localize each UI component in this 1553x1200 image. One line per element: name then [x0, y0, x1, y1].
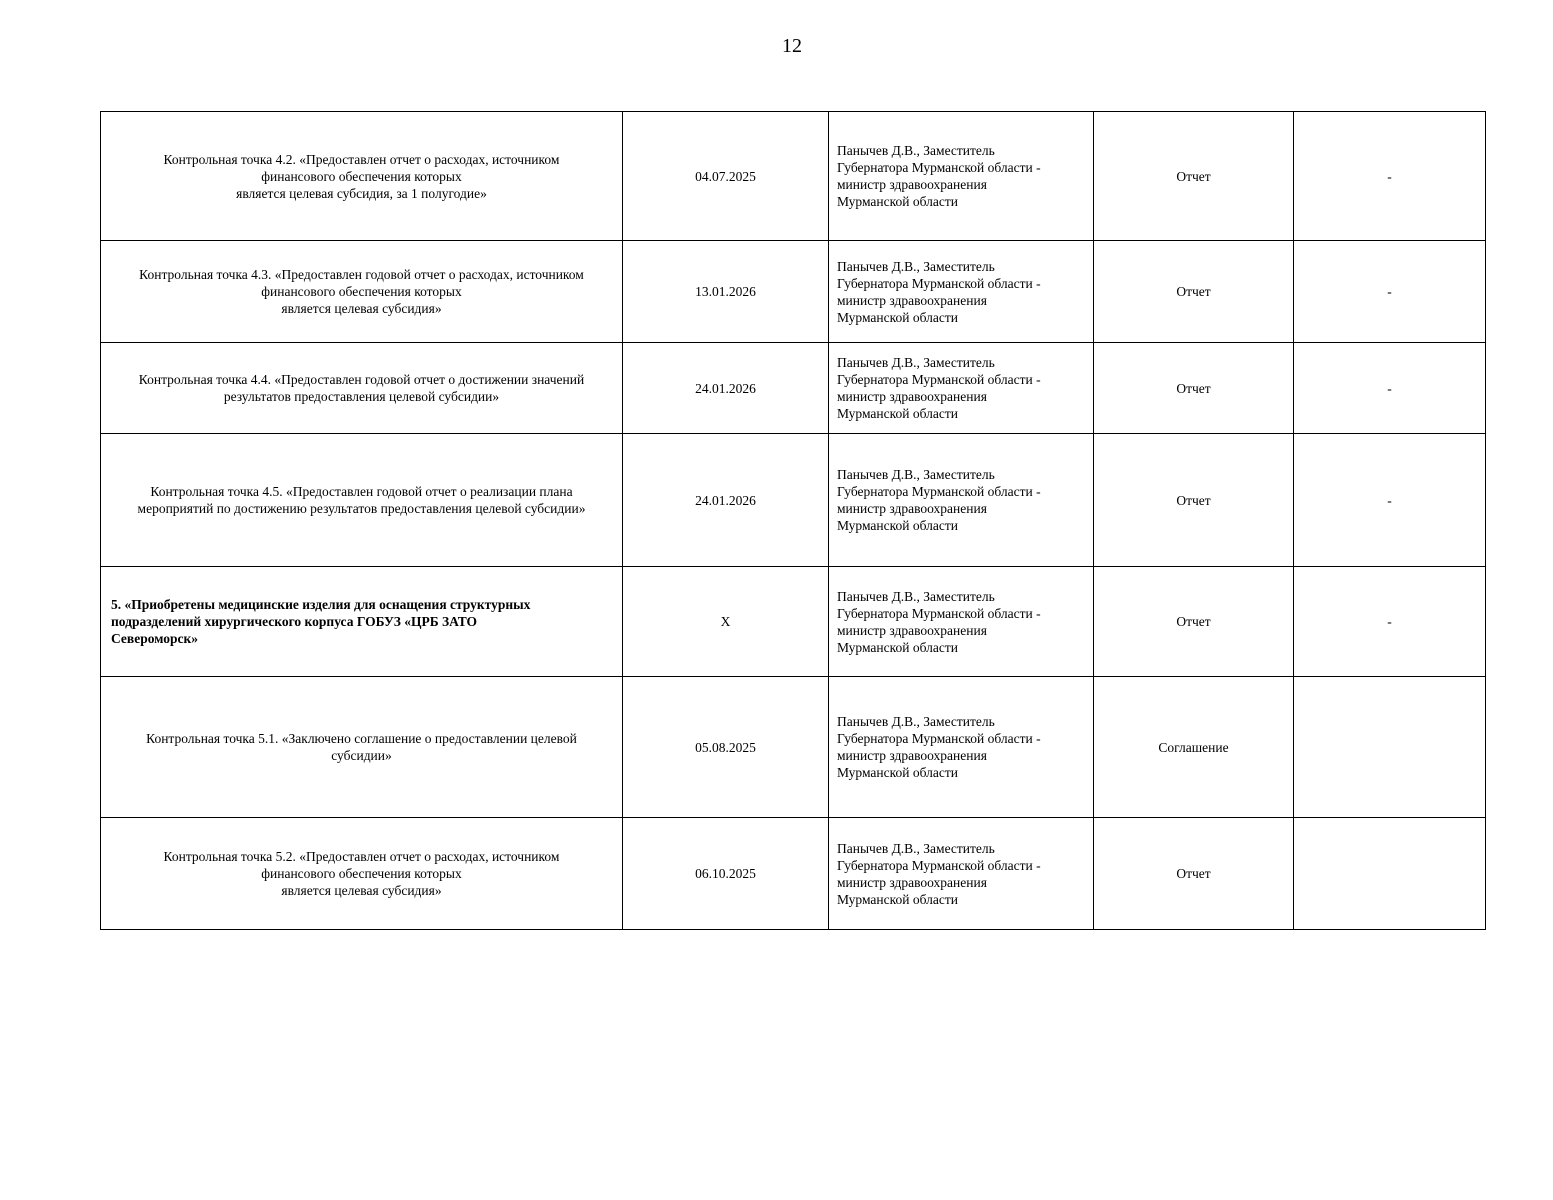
table-row [101, 567, 1486, 677]
task-cell: Контрольная точка 5.2. «Предоставлен отчет о расходах, источником финансового обеспечения которых является целевая субсидия» [101, 818, 623, 930]
date-cell: 24.01.2026 [623, 434, 829, 567]
date-cell: X [623, 567, 829, 677]
date-cell: 05.08.2025 [623, 677, 829, 818]
date-cell: 24.01.2026 [623, 343, 829, 434]
task-cell: 5. «Приобретены медицинские изделия для оснащения структурных подразделений хирургического корпуса ГОБУЗ «ЦРБ ЗАТО Североморск» [101, 567, 623, 677]
responsible-cell: Панычев Д.В., Заместитель Губернатора Мурманской области - министр здравоохранения Мурманской области [829, 343, 1094, 434]
table-row [101, 343, 1486, 434]
note-cell [1294, 677, 1486, 818]
document-type-cell: Отчет [1094, 241, 1294, 343]
note-cell [1294, 818, 1486, 930]
responsible-cell: Панычев Д.В., Заместитель Губернатора Мурманской области - министр здравоохранения Мурманской области [829, 818, 1094, 930]
table-row [101, 434, 1486, 567]
note-cell: - [1294, 112, 1486, 241]
note-cell: - [1294, 567, 1486, 677]
task-cell: Контрольная точка 5.1. «Заключено соглашение о предоставлении целевой субсидии» [101, 677, 623, 818]
date-cell: 04.07.2025 [623, 112, 829, 241]
document-type-cell: Соглашение [1094, 677, 1294, 818]
responsible-cell: Панычев Д.В., Заместитель Губернатора Мурманской области - министр здравоохранения Мурманской области [829, 434, 1094, 567]
responsible-cell: Панычев Д.В., Заместитель Губернатора Мурманской области - министр здравоохранения Мурманской области [829, 112, 1094, 241]
task-cell: Контрольная точка 4.5. «Предоставлен годовой отчет о реализации плана мероприятий по достижению результатов предоставления целевой субсидии» [101, 434, 623, 567]
document-type-cell: Отчет [1094, 567, 1294, 677]
note-cell: - [1294, 343, 1486, 434]
date-cell: 06.10.2025 [623, 818, 829, 930]
table-row [101, 677, 1486, 818]
document-type-cell: Отчет [1094, 112, 1294, 241]
task-cell: Контрольная точка 4.2. «Предоставлен отчет о расходах, источником финансового обеспечения которых является целевая субсидия, за 1 полугодие» [101, 112, 623, 241]
document-type-cell: Отчет [1094, 434, 1294, 567]
task-cell: Контрольная точка 4.4. «Предоставлен годовой отчет о достижении значений результатов предоставления целевой субсидии» [101, 343, 623, 434]
control-points-table [100, 111, 1486, 930]
table-row [101, 818, 1486, 930]
date-cell: 13.01.2026 [623, 241, 829, 343]
note-cell: - [1294, 434, 1486, 567]
note-cell: - [1294, 241, 1486, 343]
responsible-cell: Панычев Д.В., Заместитель Губернатора Мурманской области - министр здравоохранения Мурманской области [829, 567, 1094, 677]
document-type-cell: Отчет [1094, 818, 1294, 930]
table-row [101, 241, 1486, 343]
responsible-cell: Панычев Д.В., Заместитель Губернатора Мурманской области - министр здравоохранения Мурманской области [829, 677, 1094, 818]
task-cell: Контрольная точка 4.3. «Предоставлен годовой отчет о расходах, источником финансового обеспечения которых является целевая субсидия» [101, 241, 623, 343]
responsible-cell: Панычев Д.В., Заместитель Губернатора Мурманской области - министр здравоохранения Мурманской области [829, 241, 1094, 343]
table-row [101, 112, 1486, 241]
document-type-cell: Отчет [1094, 343, 1294, 434]
page-number: 12 [782, 35, 802, 57]
